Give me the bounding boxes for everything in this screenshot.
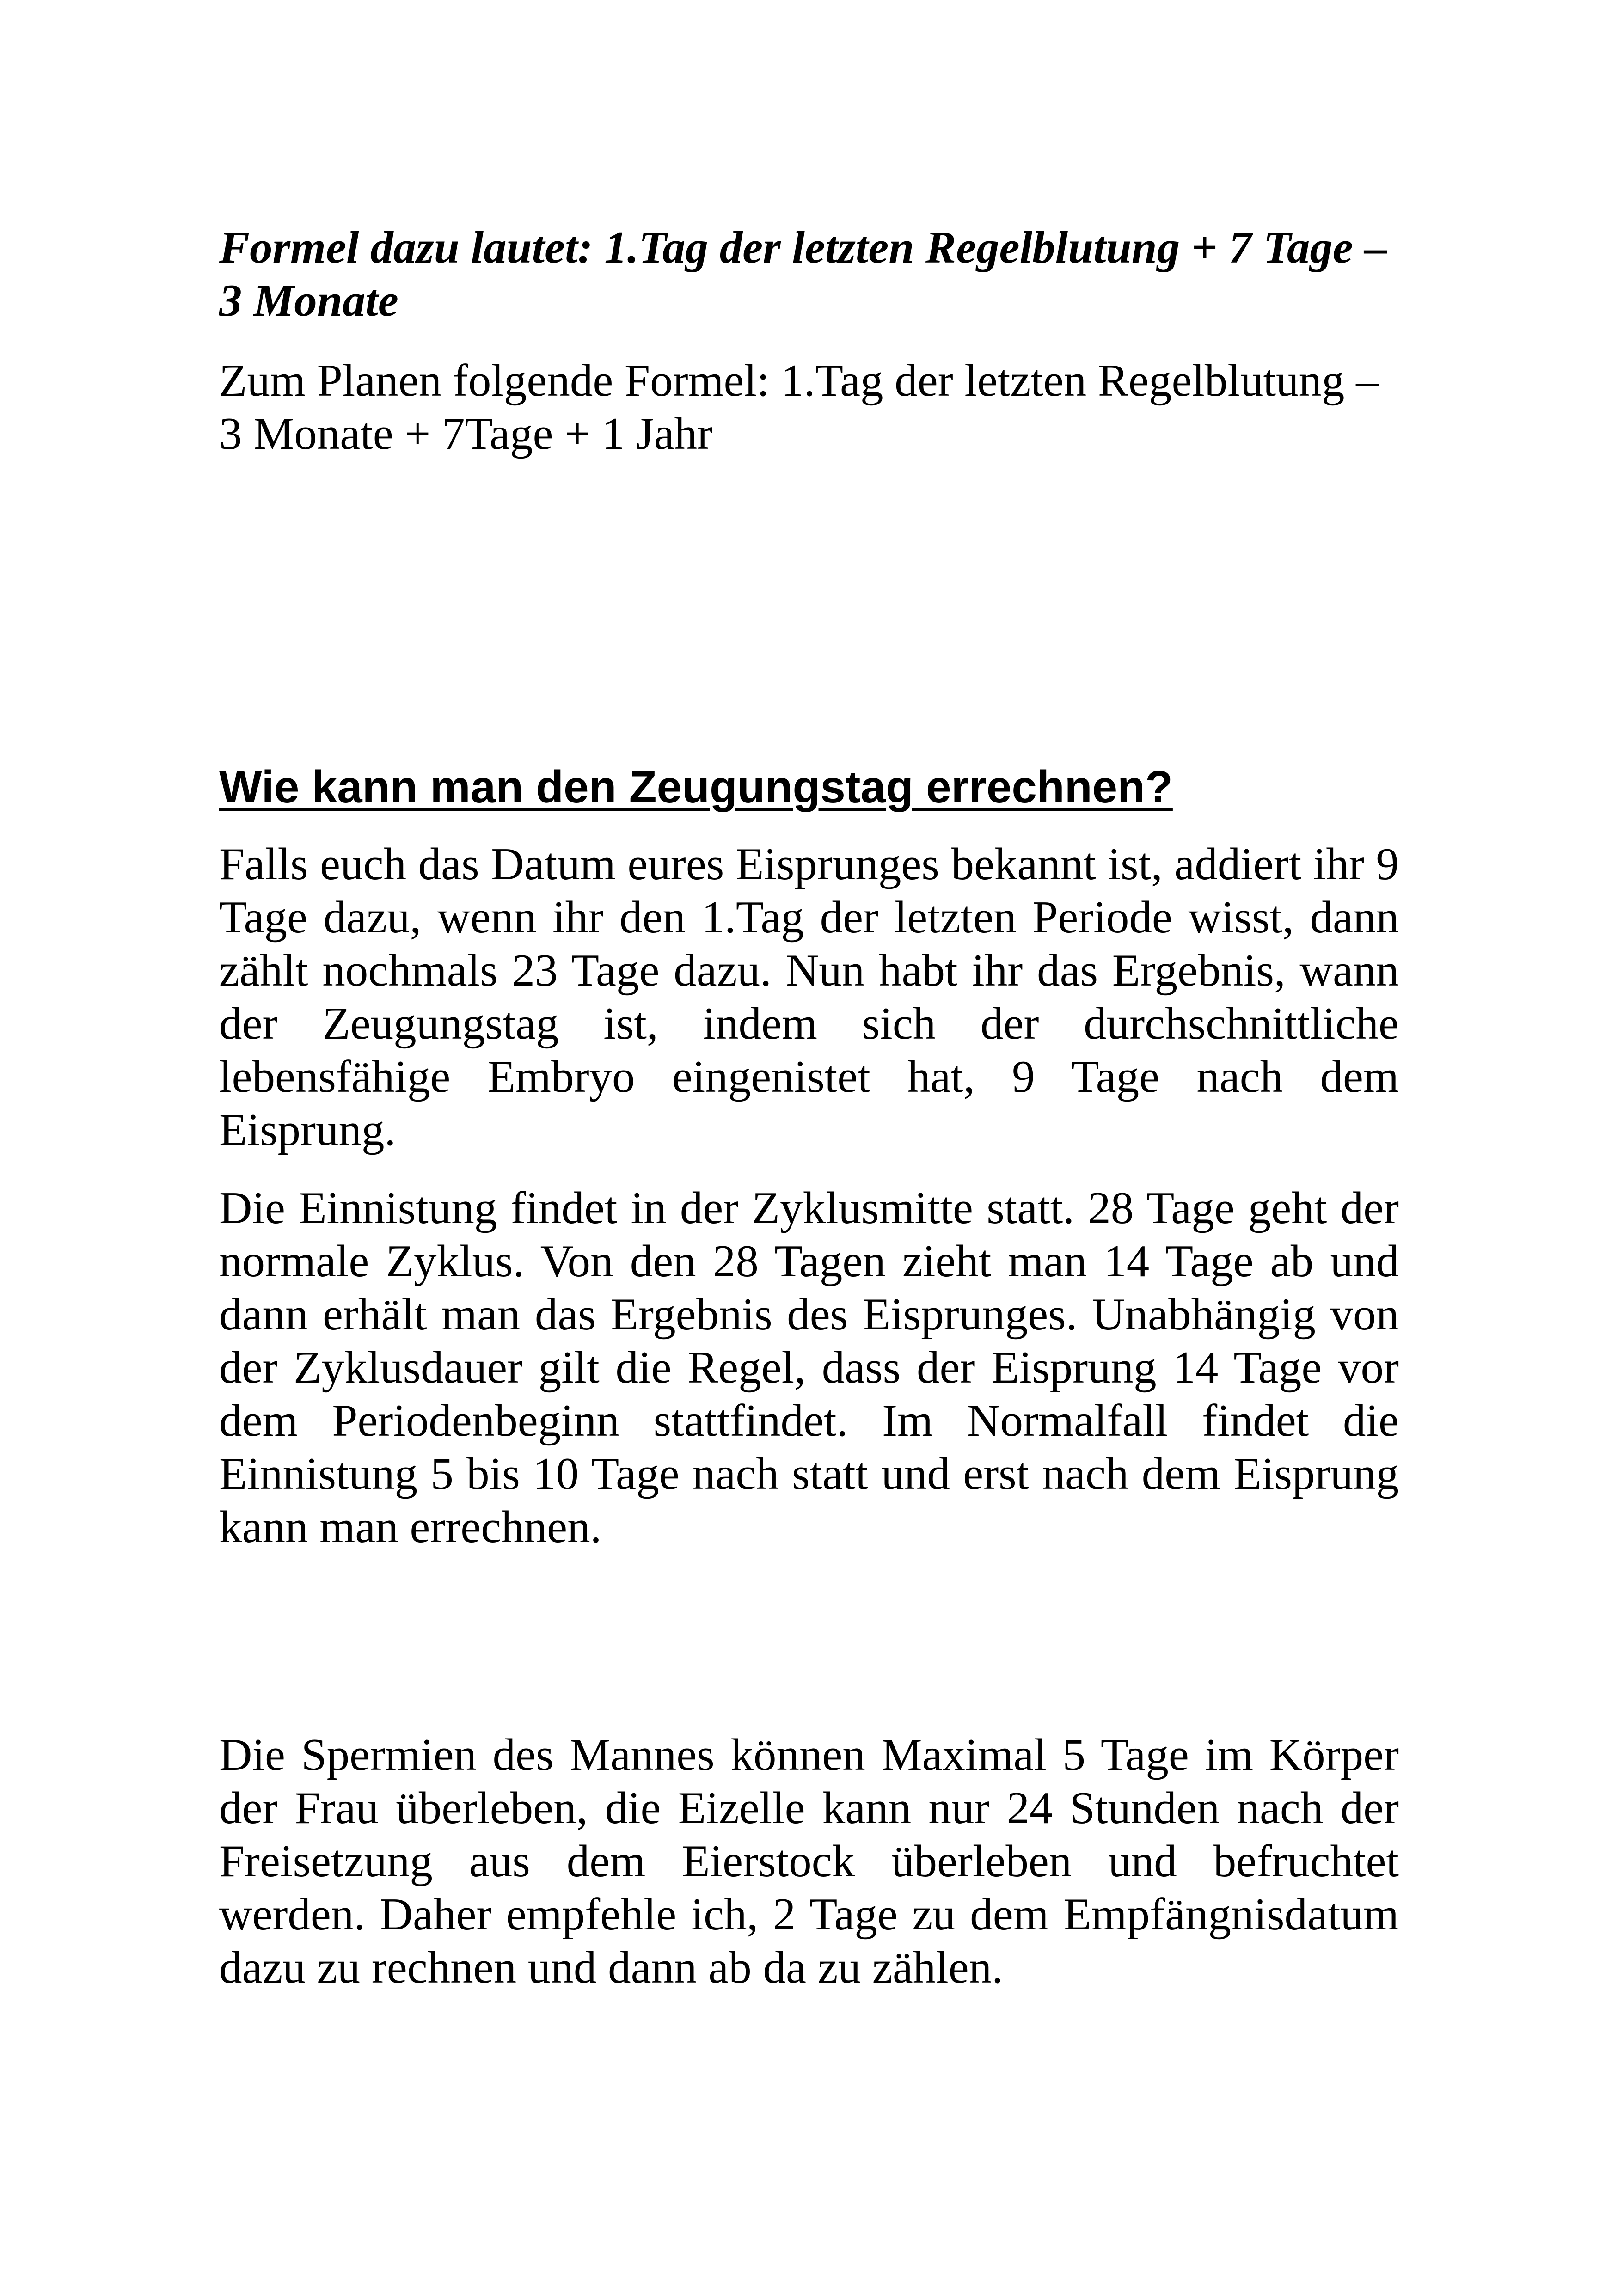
paragraph-implantation: Die Einnistung findet in der Zyklusmitte statt. 28 Tage geht der normale Zyklus. Von den 28 Tagen zieht man 14 Tage ab und dann erhält man das Ergebnis des Eisprunges. Unabhängig von der Zyklusdauer gilt die Regel, dass der Eisprung 14 Tage vor dem Periodenbeginn stattfindet. Im Normalfall findet die Einnistung 5 bis 10 Tage nach statt und erst nach dem Eisprung kann man errechnen.	[219, 1183, 1399, 1552]
planning-formula: Zum Planen folgende Formel: 1.Tag der letzten Regelblutung – 3 Monate + 7Tage + 1 Jahr	[219, 355, 1379, 459]
section-heading: Wie kann man den Zeugungstag errechnen?	[219, 761, 1173, 812]
paragraph-conception-day: Falls euch das Datum eures Eisprunges bekannt ist, addiert ihr 9 Tage dazu, wenn ihr den 1.Tag der letzten Periode wisst, dann zählt nochmals 23 Tage dazu. Nun habt ihr das Ergebnis, wann der Zeugungstag ist, indem sich der durchschnittliche lebensfähige Embryo eingenistet hat, 9 Tage nach dem Eisprung.	[219, 839, 1399, 1155]
paragraph-sperm-survival: Die Spermien des Mannes können Maximal 5 Tage im Körper der Frau überleben, die Eizelle kann nur 24 Stunden nach der Freisetzung aus dem Eierstock überleben und befruchtet werden. Daher empfehle ich, 2 Tage zu dem Empfängnisdatum dazu zu rechnen und dann ab da zu zählen.	[219, 1730, 1399, 1993]
due-date-formula: Formel dazu lautet: 1.Tag der letzten Regelblutung + 7 Tage – 3 Monate	[219, 222, 1388, 326]
